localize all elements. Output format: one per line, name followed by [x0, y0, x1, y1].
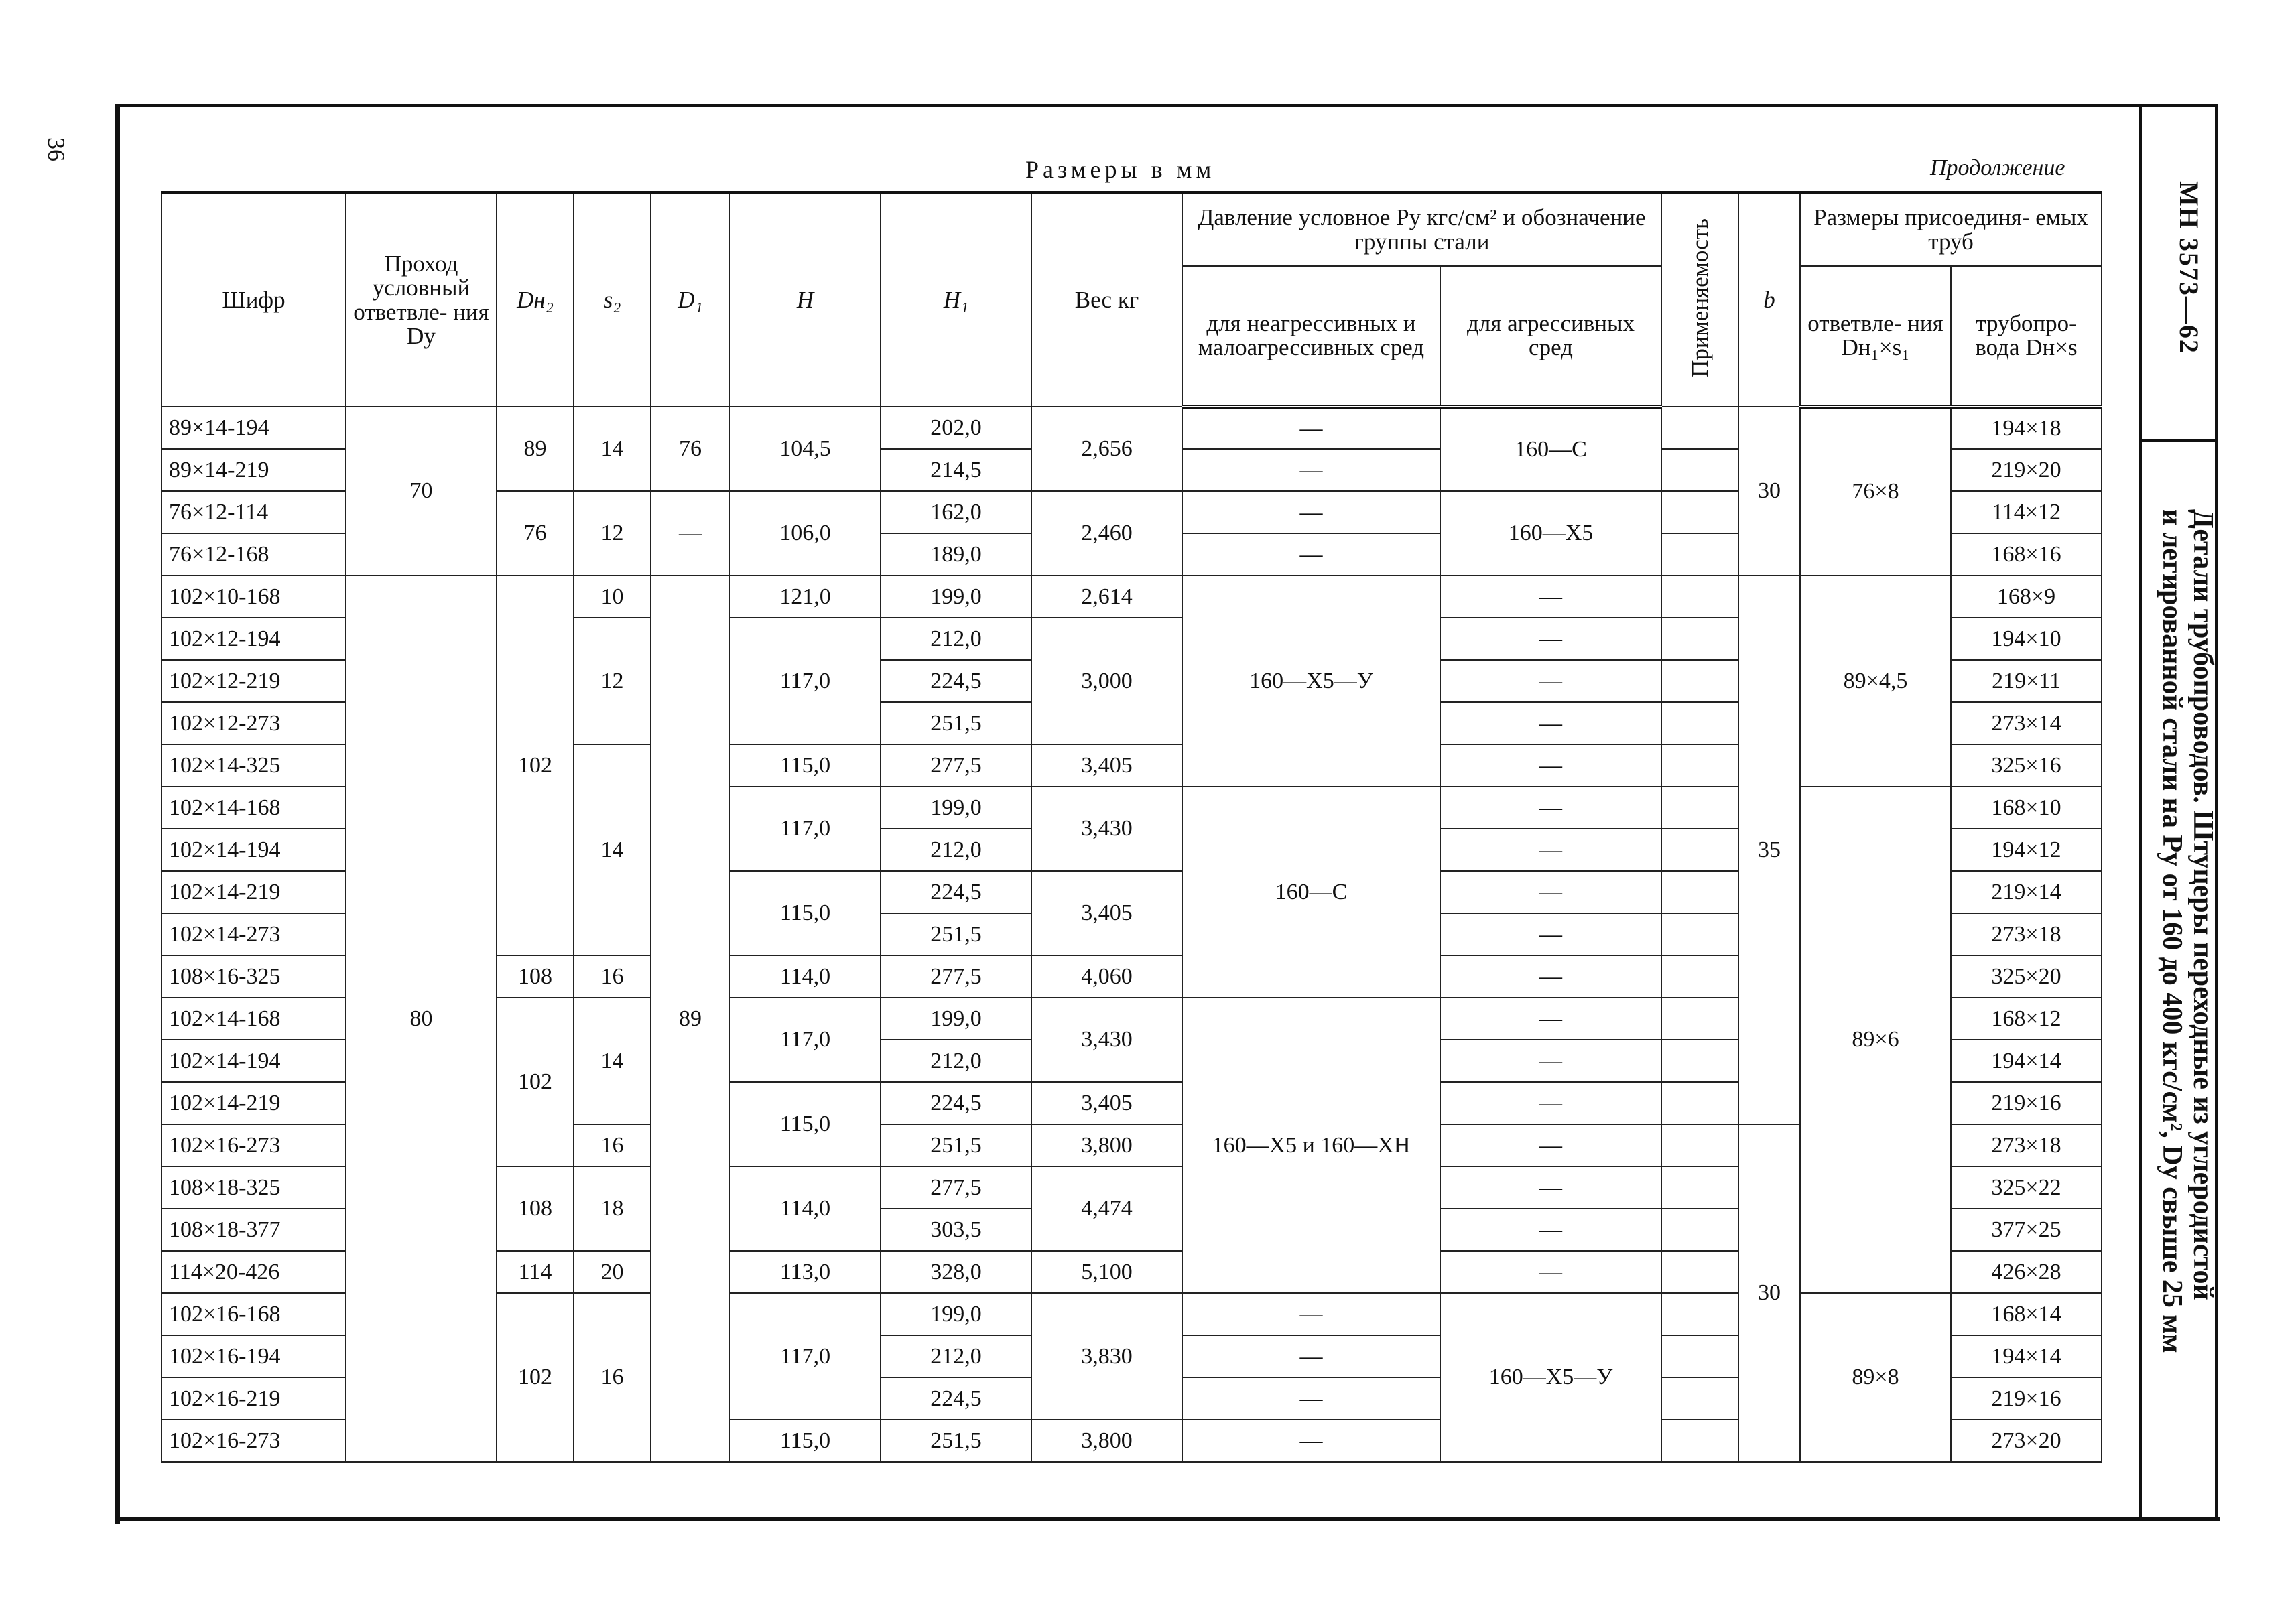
cell-h: 114,0	[730, 1166, 881, 1251]
cell-code: 108×18-325	[162, 1166, 346, 1209]
cell-applic	[1661, 787, 1738, 829]
cell-pipeline: 325×16	[1951, 744, 2102, 787]
cell-b: 30	[1738, 1124, 1800, 1462]
cell-applic	[1661, 871, 1738, 913]
cell-weight: 3,800	[1031, 1124, 1182, 1166]
cell-h: 117,0	[730, 1293, 881, 1420]
cell-h1: 251,5	[881, 913, 1031, 955]
cell-applic	[1661, 618, 1738, 660]
cell-h1: 224,5	[881, 1377, 1031, 1420]
cell-code: 102×16-168	[162, 1293, 346, 1335]
cell-code: 102×12-219	[162, 660, 346, 702]
cell-h1: 251,5	[881, 702, 1031, 744]
cell-dn2: 76	[497, 491, 574, 576]
cell-weight: 4,474	[1031, 1166, 1182, 1251]
cell-code: 102×16-273	[162, 1124, 346, 1166]
cell-p-aggr: —	[1440, 1166, 1661, 1209]
cell-pipeline: 273×14	[1951, 702, 2102, 744]
cell-dy: 80	[346, 576, 497, 1462]
cell-h1: 277,5	[881, 744, 1031, 787]
cell-weight: 3,000	[1031, 618, 1182, 744]
cell-p-aggr: —	[1440, 787, 1661, 829]
dimensions-note: Размеры в мм	[1025, 156, 1216, 183]
cell-p-aggr: —	[1440, 871, 1661, 913]
cell-weight: 3,430	[1031, 998, 1182, 1082]
cell-h: 117,0	[730, 618, 881, 744]
cell-pipeline: 194×10	[1951, 618, 2102, 660]
cell-weight: 3,800	[1031, 1420, 1182, 1462]
col-h1: H₁	[881, 192, 1031, 407]
cell-s2: 16	[574, 1293, 651, 1462]
cell-h: 117,0	[730, 998, 881, 1082]
cell-s2: 18	[574, 1166, 651, 1251]
cell-applic	[1661, 1166, 1738, 1209]
cell-code: 89×14-219	[162, 449, 346, 491]
cell-h: 115,0	[730, 871, 881, 955]
col-applicability	[1661, 192, 1738, 407]
cell-p-aggr: —	[1440, 1124, 1661, 1166]
cell-h1: 212,0	[881, 1335, 1031, 1377]
cell-code: 102×10-168	[162, 576, 346, 618]
document-title	[2157, 509, 2218, 1353]
cell-applic	[1661, 576, 1738, 618]
cell-applic	[1661, 1082, 1738, 1124]
cell-applic	[1661, 1335, 1738, 1377]
table-header-row	[162, 192, 2102, 266]
cell-p-nonaggr: —	[1182, 1335, 1440, 1377]
cell-s2: 14	[574, 407, 651, 491]
cell-pipeline: 194×14	[1951, 1040, 2102, 1082]
cell-p-aggr: —	[1440, 1209, 1661, 1251]
cell-applic	[1661, 744, 1738, 787]
standard-code: МН 3573—62	[2174, 181, 2204, 354]
cell-pipeline: 325×22	[1951, 1166, 2102, 1209]
cell-branch: 89×8	[1800, 1293, 1951, 1462]
col-branch: ответвле- ния Dн₁×s₁	[1800, 266, 1951, 407]
col-p-nonaggressive: для неагрессивных и малоагрессивных сред	[1182, 266, 1440, 407]
table-row	[162, 407, 2102, 449]
col-pipeline: трубопро- вода Dн×s	[1951, 266, 2102, 407]
cell-h1: 199,0	[881, 576, 1031, 618]
cell-code: 108×18-377	[162, 1209, 346, 1251]
cell-h1: 303,5	[881, 1209, 1031, 1251]
cell-h1: 214,5	[881, 449, 1031, 491]
col-h: H	[730, 192, 881, 407]
cell-pipeline: 168×10	[1951, 787, 2102, 829]
cell-p-aggr: —	[1440, 660, 1661, 702]
cell-weight: 2,614	[1031, 576, 1182, 618]
cell-d1: 89	[651, 576, 730, 1462]
col-p-aggressive: для агрессивных сред	[1440, 266, 1661, 407]
cell-weight: 3,405	[1031, 871, 1182, 955]
cell-pipeline: 168×16	[1951, 533, 2102, 576]
cell-code: 102×16-273	[162, 1420, 346, 1462]
cell-pipeline: 194×12	[1951, 829, 2102, 871]
cell-d1: —	[651, 491, 730, 576]
cell-p-nonaggr: 160—Х5 и 160—ХН	[1182, 998, 1440, 1293]
page-number: 36	[43, 137, 70, 161]
cell-code: 102×16-219	[162, 1377, 346, 1420]
cell-b: 35	[1738, 576, 1800, 1124]
cell-dy: 70	[346, 407, 497, 576]
cell-pipeline: 426×28	[1951, 1251, 2102, 1293]
frame-bottom-border	[115, 1517, 2220, 1521]
cell-h1: 212,0	[881, 829, 1031, 871]
cell-code: 76×12-114	[162, 491, 346, 533]
cell-s2: 14	[574, 744, 651, 955]
cell-applic	[1661, 1209, 1738, 1251]
cell-s2: 20	[574, 1251, 651, 1293]
cell-p-aggr: 160—Х5	[1440, 491, 1661, 576]
col-weight: Вес кг	[1031, 192, 1182, 407]
fittings-table	[161, 191, 2102, 1463]
cell-p-nonaggr: 160—Х5—У	[1182, 576, 1440, 787]
cell-h1: 199,0	[881, 787, 1031, 829]
cell-applic	[1661, 829, 1738, 871]
cell-h1: 199,0	[881, 1293, 1031, 1335]
cell-p-aggr: —	[1440, 702, 1661, 744]
cell-h1: 199,0	[881, 998, 1031, 1040]
cell-p-aggr: —	[1440, 913, 1661, 955]
cell-pipeline: 325×20	[1951, 955, 2102, 998]
cell-s2: 16	[574, 1124, 651, 1166]
document-title-line-1: Детали трубопроводов. Штуцеры переходные из углеродистой	[2187, 509, 2218, 1300]
cell-p-nonaggr: 160—С	[1182, 787, 1440, 998]
cell-applic	[1661, 1040, 1738, 1082]
cell-code: 102×12-273	[162, 702, 346, 744]
cell-h: 117,0	[730, 787, 881, 871]
cell-weight: 2,460	[1031, 491, 1182, 576]
cell-pipeline: 168×9	[1951, 576, 2102, 618]
cell-h: 104,5	[730, 407, 881, 491]
cell-pipeline: 219×16	[1951, 1377, 2102, 1420]
cell-h: 114,0	[730, 955, 881, 998]
cell-p-aggr: —	[1440, 1251, 1661, 1293]
cell-h1: 212,0	[881, 618, 1031, 660]
cell-applic	[1661, 491, 1738, 533]
cell-code: 102×14-273	[162, 913, 346, 955]
col-dy: Проход условный ответвле- ния Dу	[346, 192, 497, 407]
cell-dn2: 89	[497, 407, 574, 491]
cell-applic	[1661, 1251, 1738, 1293]
cell-h1: 224,5	[881, 660, 1031, 702]
cell-h1: 202,0	[881, 407, 1031, 449]
cell-dn2: 108	[497, 955, 574, 998]
cell-h: 115,0	[730, 1420, 881, 1462]
side-column-divider	[2142, 439, 2218, 442]
cell-weight: 2,656	[1031, 407, 1182, 491]
cell-code: 102×14-325	[162, 744, 346, 787]
cell-h: 113,0	[730, 1251, 881, 1293]
col-pressure: Давление условное Pу кгс/см² и обозначение группы стали	[1182, 192, 1661, 266]
col-code: Шифр	[162, 192, 346, 407]
col-s2: s₂	[574, 192, 651, 407]
cell-code: 102×12-194	[162, 618, 346, 660]
cell-s2: 10	[574, 576, 651, 618]
table-row	[162, 576, 2102, 618]
cell-h: 121,0	[730, 576, 881, 618]
cell-h1: 224,5	[881, 1082, 1031, 1124]
cell-dn2: 108	[497, 1166, 574, 1251]
cell-s2: 16	[574, 955, 651, 998]
cell-pipeline: 219×11	[1951, 660, 2102, 702]
col-dn2: Dн₂	[497, 192, 574, 407]
cell-weight: 3,405	[1031, 744, 1182, 787]
cell-weight: 4,060	[1031, 955, 1182, 998]
cell-p-nonaggr: —	[1182, 1293, 1440, 1335]
cell-code: 102×14-194	[162, 829, 346, 871]
cell-h1: 162,0	[881, 491, 1031, 533]
cell-applic	[1661, 913, 1738, 955]
cell-applic	[1661, 533, 1738, 576]
cell-d1: 76	[651, 407, 730, 491]
cell-s2: 12	[574, 491, 651, 576]
cell-b: 30	[1738, 407, 1800, 576]
cell-h: 106,0	[730, 491, 881, 576]
cell-p-aggr: —	[1440, 744, 1661, 787]
applicability-label: Применяемость	[1686, 218, 1713, 377]
continuation-note: Продолжение	[1930, 155, 2065, 180]
cell-p-aggr: —	[1440, 1082, 1661, 1124]
cell-branch: 89×6	[1800, 787, 1951, 1293]
cell-p-nonaggr: —	[1182, 491, 1440, 533]
frame-left-border	[115, 104, 120, 1524]
cell-p-aggr: —	[1440, 1040, 1661, 1082]
cell-h: 115,0	[730, 744, 881, 787]
cell-applic	[1661, 1377, 1738, 1420]
cell-p-aggr: 160—Х5—У	[1440, 1293, 1661, 1462]
cell-code: 102×14-194	[162, 1040, 346, 1082]
cell-pipeline: 194×18	[1951, 407, 2102, 449]
cell-code: 76×12-168	[162, 533, 346, 576]
cell-weight: 3,830	[1031, 1293, 1182, 1420]
cell-h1: 277,5	[881, 1166, 1031, 1209]
cell-pipeline: 194×14	[1951, 1335, 2102, 1377]
cell-p-aggr: —	[1440, 955, 1661, 998]
cell-applic	[1661, 702, 1738, 744]
side-column-separator	[2139, 104, 2142, 1519]
cell-code: 114×20-426	[162, 1251, 346, 1293]
cell-code: 102×14-168	[162, 787, 346, 829]
cell-s2: 12	[574, 618, 651, 744]
cell-code: 102×16-194	[162, 1335, 346, 1377]
cell-h1: 251,5	[881, 1420, 1031, 1462]
cell-h1: 251,5	[881, 1124, 1031, 1166]
cell-code: 108×16-325	[162, 955, 346, 998]
cell-h1: 212,0	[881, 1040, 1031, 1082]
cell-h1: 189,0	[881, 533, 1031, 576]
cell-s2: 14	[574, 998, 651, 1124]
cell-dn2: 102	[497, 998, 574, 1166]
cell-p-aggr: —	[1440, 618, 1661, 660]
cell-pipeline: 168×14	[1951, 1293, 2102, 1335]
cell-weight: 3,405	[1031, 1082, 1182, 1124]
cell-dn2: 102	[497, 1293, 574, 1462]
cell-applic	[1661, 955, 1738, 998]
cell-code: 102×14-168	[162, 998, 346, 1040]
col-b: b	[1738, 192, 1800, 407]
cell-pipeline: 377×25	[1951, 1209, 2102, 1251]
cell-code: 89×14-194	[162, 407, 346, 449]
col-d1: D₁	[651, 192, 730, 407]
cell-applic	[1661, 407, 1738, 449]
cell-pipeline: 219×14	[1951, 871, 2102, 913]
cell-h: 115,0	[730, 1082, 881, 1166]
cell-code: 102×14-219	[162, 871, 346, 913]
cell-dn2: 102	[497, 576, 574, 955]
document-title-line-2: и легированной стали на Pу от 160 до 400 кгс/см², Dу свыше 25 мм	[2157, 509, 2187, 1353]
cell-p-nonaggr: —	[1182, 1377, 1440, 1420]
cell-applic	[1661, 660, 1738, 702]
cell-branch: 76×8	[1800, 407, 1951, 576]
cell-h1: 224,5	[881, 871, 1031, 913]
frame-top-border	[115, 104, 2218, 107]
cell-h1: 328,0	[881, 1251, 1031, 1293]
cell-pipeline: 219×16	[1951, 1082, 2102, 1124]
cell-applic	[1661, 1124, 1738, 1166]
cell-applic	[1661, 998, 1738, 1040]
cell-applic	[1661, 1420, 1738, 1462]
cell-pipeline: 114×12	[1951, 491, 2102, 533]
cell-p-nonaggr: —	[1182, 1420, 1440, 1462]
cell-weight: 5,100	[1031, 1251, 1182, 1293]
cell-pipeline: 168×12	[1951, 998, 2102, 1040]
cell-p-aggr: —	[1440, 998, 1661, 1040]
cell-p-nonaggr: —	[1182, 449, 1440, 491]
col-pipes: Размеры присоединя- емых труб	[1800, 192, 2102, 266]
cell-p-aggr: —	[1440, 829, 1661, 871]
cell-p-aggr: —	[1440, 576, 1661, 618]
cell-weight: 3,430	[1031, 787, 1182, 871]
cell-p-nonaggr: —	[1182, 407, 1440, 449]
cell-pipeline: 273×18	[1951, 913, 2102, 955]
cell-branch: 89×4,5	[1800, 576, 1951, 787]
cell-pipeline: 219×20	[1951, 449, 2102, 491]
cell-p-aggr: 160—С	[1440, 407, 1661, 491]
cell-dn2: 114	[497, 1251, 574, 1293]
cell-pipeline: 273×20	[1951, 1420, 2102, 1462]
cell-h1: 277,5	[881, 955, 1031, 998]
cell-pipeline: 273×18	[1951, 1124, 2102, 1166]
cell-p-nonaggr: —	[1182, 533, 1440, 576]
cell-code: 102×14-219	[162, 1082, 346, 1124]
cell-applic	[1661, 449, 1738, 491]
cell-applic	[1661, 1293, 1738, 1335]
